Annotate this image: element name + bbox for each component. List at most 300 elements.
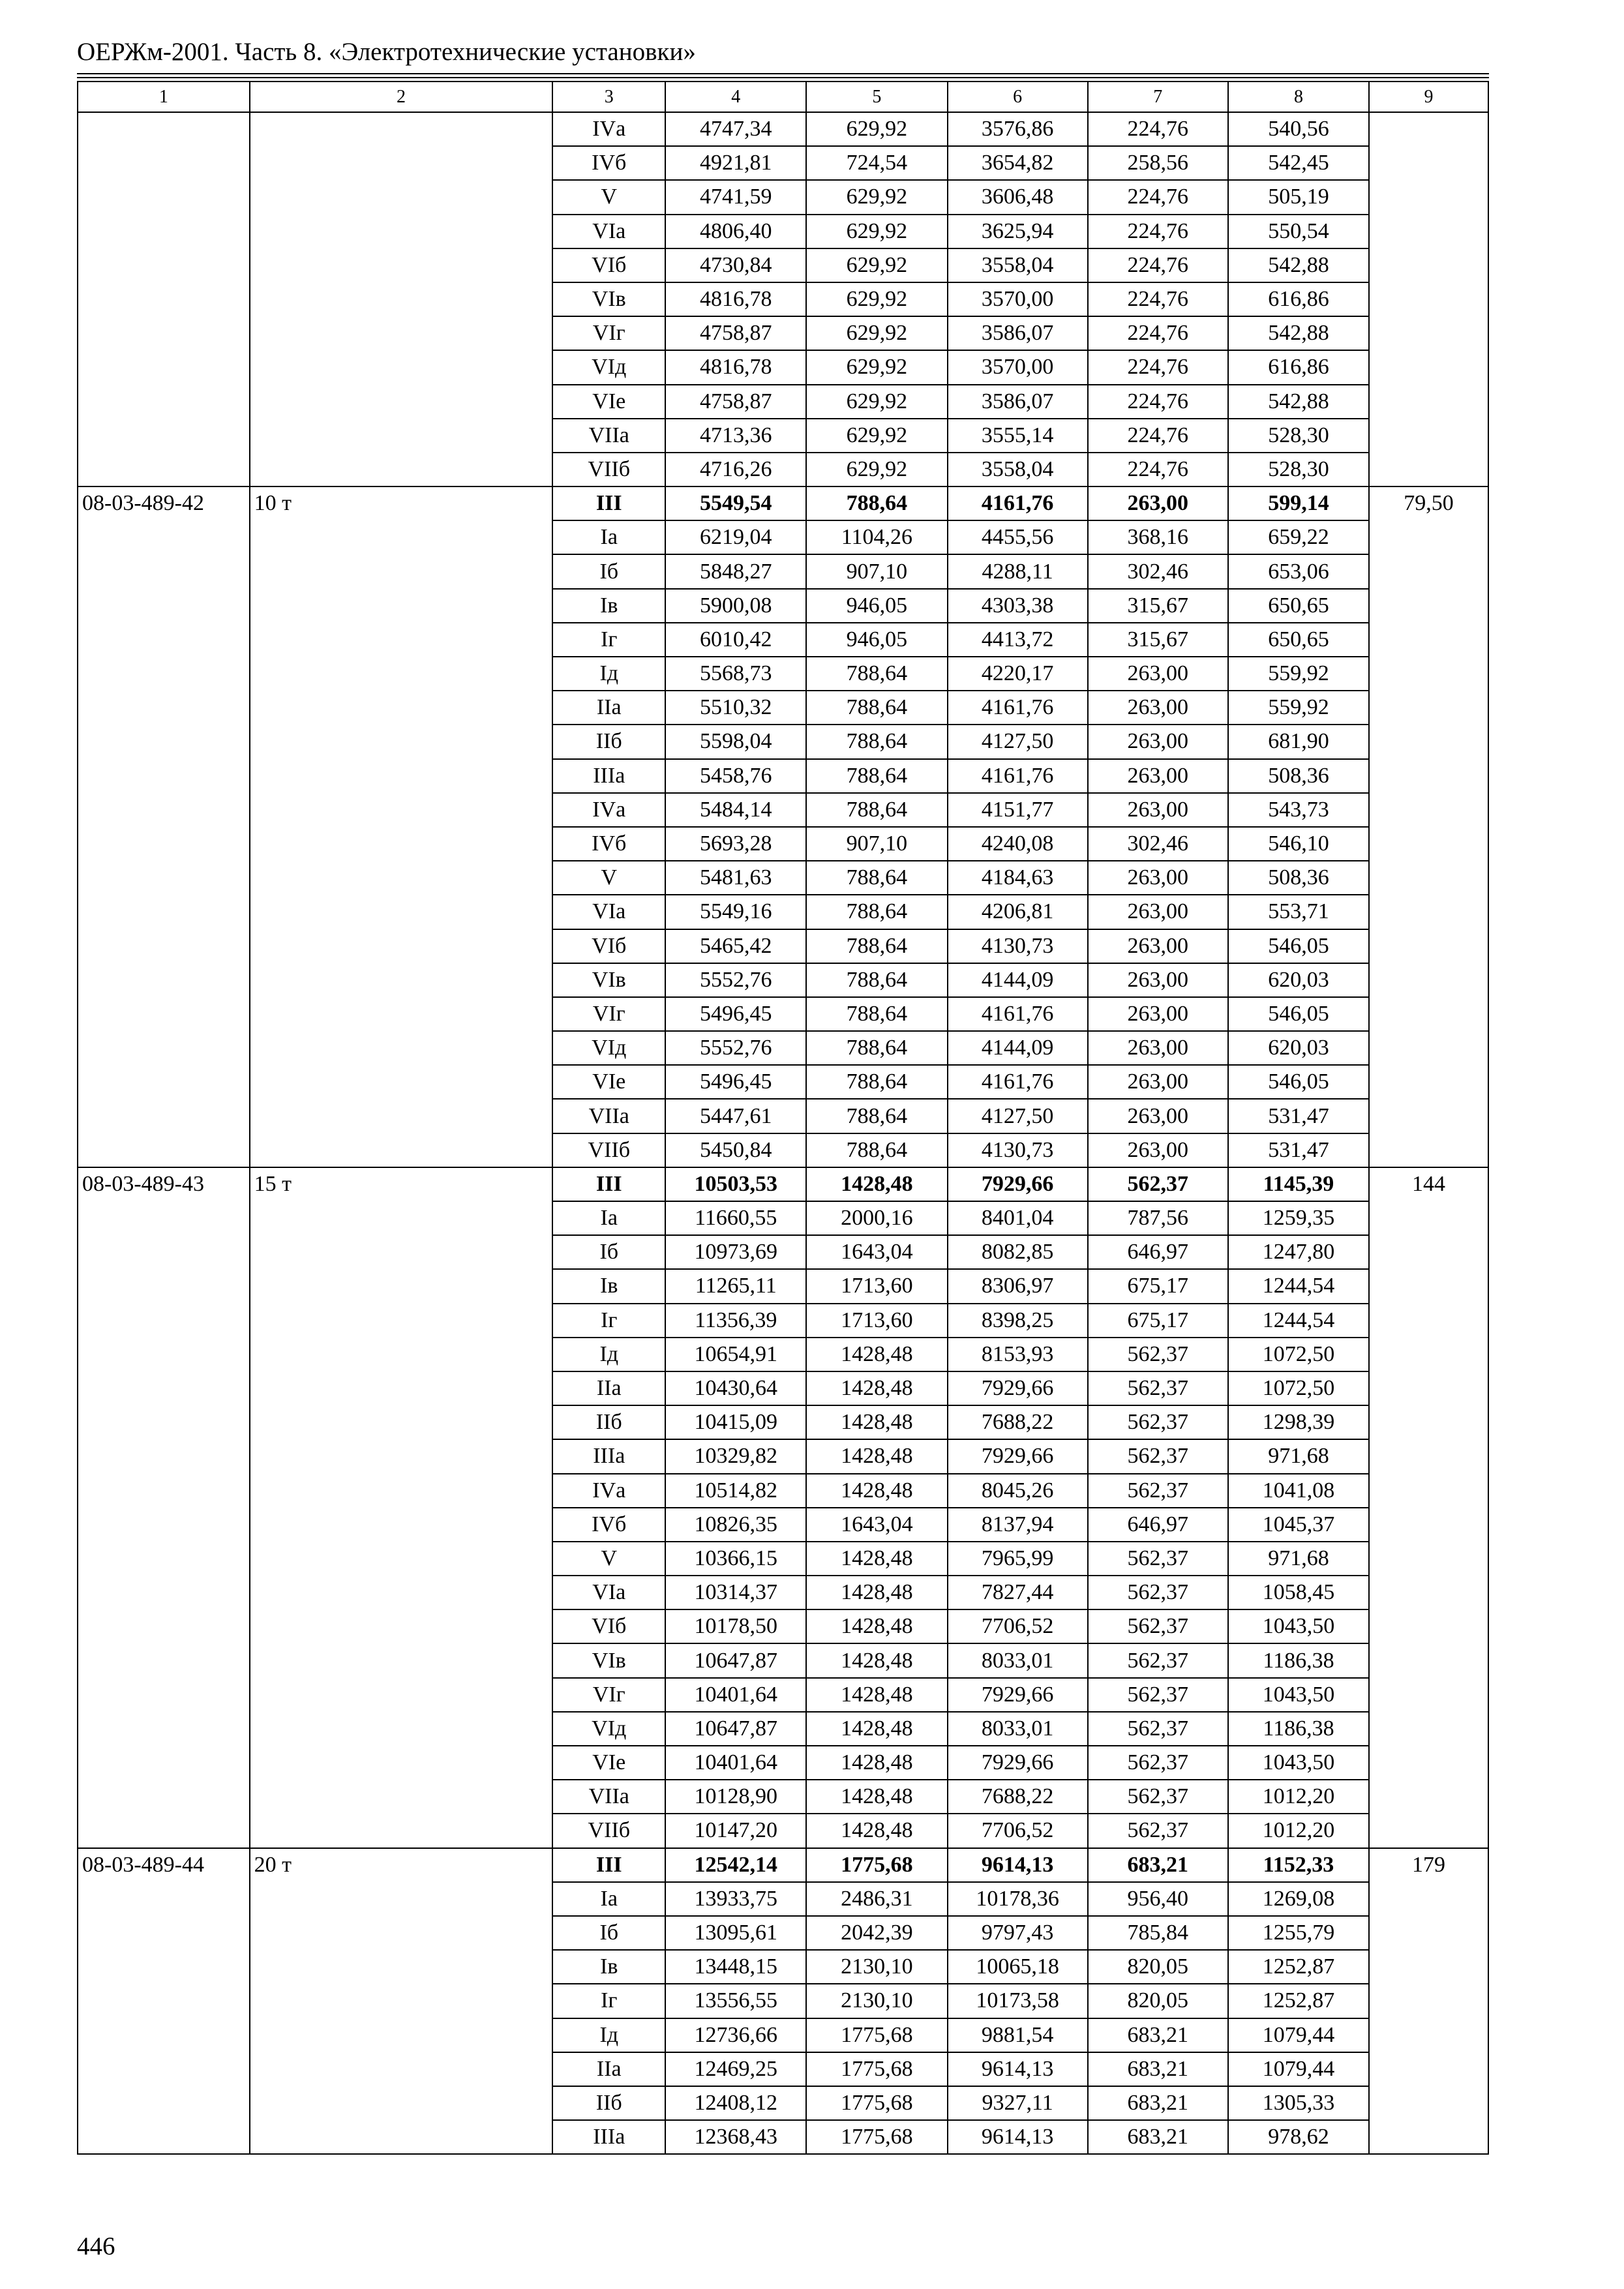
labor-cost: 1428,48 [806,1167,947,1201]
total-cost: 10430,64 [665,1371,806,1405]
rate-category: IVа [552,1474,665,1508]
labor-cost: 1428,48 [806,1542,947,1576]
machinist-wage: 368,16 [1088,520,1228,554]
machinist-wage: 224,76 [1088,385,1228,419]
labor-cost: 1428,48 [806,1576,947,1609]
machine-cost: 8137,94 [948,1508,1088,1542]
machinist-wage: 224,76 [1088,112,1228,146]
rate-category: V [552,861,665,895]
machine-cost: 10173,58 [948,1984,1088,2018]
material-cost: 971,68 [1228,1439,1369,1473]
column-number: 1 [78,82,250,112]
machine-cost: 4127,50 [948,1099,1088,1133]
material-cost: 546,05 [1228,1065,1369,1099]
machine-cost: 4220,17 [948,657,1088,691]
machine-cost: 9614,13 [948,2052,1088,2086]
machinist-wage: 258,56 [1088,146,1228,180]
rate-category: VIIб [552,1133,665,1167]
machinist-wage: 562,37 [1088,1405,1228,1439]
machinist-wage: 675,17 [1088,1269,1228,1303]
total-cost: 4716,26 [665,453,806,486]
header-rule [77,73,1489,74]
labor-cost: 1428,48 [806,1746,947,1780]
total-cost: 5510,32 [665,691,806,725]
material-cost: 1012,20 [1228,1780,1369,1814]
machinist-wage: 820,05 [1088,1984,1228,2018]
machine-cost: 3586,07 [948,316,1088,350]
material-cost: 546,05 [1228,929,1369,963]
machinist-wage: 224,76 [1088,419,1228,453]
rate-category: Iа [552,1882,665,1916]
rate-category: VIIб [552,453,665,486]
rate-category: Iв [552,589,665,623]
material-cost: 1072,50 [1228,1371,1369,1405]
total-cost: 11660,55 [665,1201,806,1235]
labor-cost: 629,92 [806,453,947,486]
total-cost: 4921,81 [665,146,806,180]
equipment-mass: 10 т [250,486,553,1167]
machine-cost: 4144,09 [948,963,1088,997]
rate-category: Iв [552,1950,665,1984]
machine-cost: 3654,82 [948,146,1088,180]
total-cost: 12469,25 [665,2052,806,2086]
material-cost: 546,05 [1228,997,1369,1031]
labor-cost: 1428,48 [806,1474,947,1508]
labor-cost: 724,54 [806,146,947,180]
machine-cost: 7965,99 [948,1542,1088,1576]
material-cost: 508,36 [1228,759,1369,793]
rate-category: VIв [552,963,665,997]
labor-cost: 788,64 [806,691,947,725]
labor-cost: 629,92 [806,112,947,146]
labor-cost: 788,64 [806,1099,947,1133]
labor-cost: 788,64 [806,861,947,895]
machinist-wage: 263,00 [1088,997,1228,1031]
material-cost: 1186,38 [1228,1712,1369,1746]
labor-cost: 1428,48 [806,1338,947,1371]
labor-cost: 788,64 [806,486,947,520]
total-cost: 4758,87 [665,316,806,350]
total-cost: 10647,87 [665,1712,806,1746]
material-cost: 1072,50 [1228,1338,1369,1371]
rate-category: IIб [552,725,665,758]
machine-cost: 4240,08 [948,827,1088,861]
equipment-mass-value [1369,112,1488,486]
material-cost: 971,68 [1228,1542,1369,1576]
machinist-wage: 562,37 [1088,1474,1228,1508]
machine-cost: 7929,66 [948,1746,1088,1780]
material-cost: 528,30 [1228,453,1369,486]
machinist-wage: 646,97 [1088,1235,1228,1269]
labor-cost: 1428,48 [806,1780,947,1814]
machine-cost: 9614,13 [948,1848,1088,1882]
machinist-wage: 820,05 [1088,1950,1228,1984]
machine-cost: 9614,13 [948,2120,1088,2154]
machine-cost: 3570,00 [948,350,1088,384]
labor-cost: 788,64 [806,895,947,929]
machinist-wage: 224,76 [1088,350,1228,384]
rate-category: VIб [552,929,665,963]
total-cost: 10147,20 [665,1814,806,1848]
rate-category: VIIа [552,1780,665,1814]
machinist-wage: 683,21 [1088,2018,1228,2052]
material-cost: 620,03 [1228,963,1369,997]
machine-cost: 7929,66 [948,1371,1088,1405]
machine-cost: 8401,04 [948,1201,1088,1235]
rates-table [77,81,1489,2155]
labor-cost: 1775,68 [806,2120,947,2154]
total-cost: 5484,14 [665,793,806,827]
rate-category: VIг [552,316,665,350]
total-cost: 5465,42 [665,929,806,963]
total-cost: 10314,37 [665,1576,806,1609]
material-cost: 1252,87 [1228,1950,1369,1984]
total-cost: 6219,04 [665,520,806,554]
rate-category: IVб [552,1508,665,1542]
total-cost: 10128,90 [665,1780,806,1814]
machine-cost: 4161,76 [948,997,1088,1031]
total-cost: 4730,84 [665,248,806,282]
total-cost: 10514,82 [665,1474,806,1508]
rate-category: VIа [552,1576,665,1609]
total-cost: 13095,61 [665,1916,806,1950]
machine-cost: 8306,97 [948,1269,1088,1303]
equipment-mass-value: 144 [1369,1167,1488,1848]
rate-category: VIе [552,1065,665,1099]
labor-cost: 629,92 [806,282,947,316]
machinist-wage: 785,84 [1088,1916,1228,1950]
total-cost: 5496,45 [665,997,806,1031]
rate-category: Iг [552,1304,665,1338]
machinist-wage: 315,67 [1088,623,1228,657]
equipment-mass [250,112,553,486]
material-cost: 1252,87 [1228,1984,1369,2018]
material-cost: 1045,37 [1228,1508,1369,1542]
machine-cost: 3576,86 [948,112,1088,146]
material-cost: 559,92 [1228,657,1369,691]
labor-cost: 788,64 [806,759,947,793]
machine-cost: 4151,77 [948,793,1088,827]
total-cost: 4816,78 [665,282,806,316]
machine-cost: 9797,43 [948,1916,1088,1950]
machine-cost: 3558,04 [948,453,1088,486]
machinist-wage: 263,00 [1088,725,1228,758]
material-cost: 1043,50 [1228,1678,1369,1712]
material-cost: 1247,80 [1228,1235,1369,1269]
total-cost: 5693,28 [665,827,806,861]
rate-category: VIд [552,1031,665,1065]
machinist-wage: 683,21 [1088,1848,1228,1882]
labor-cost: 1713,60 [806,1269,947,1303]
labor-cost: 788,64 [806,725,947,758]
labor-cost: 1104,26 [806,520,947,554]
machinist-wage: 315,67 [1088,589,1228,623]
labor-cost: 2130,10 [806,1984,947,2018]
machinist-wage: 263,00 [1088,1099,1228,1133]
rate-category: VIб [552,1609,665,1643]
machinist-wage: 263,00 [1088,759,1228,793]
machinist-wage: 224,76 [1088,215,1228,248]
machinist-wage: 562,37 [1088,1712,1228,1746]
total-cost: 10415,09 [665,1405,806,1439]
column-number: 8 [1228,82,1369,112]
machine-cost: 4161,76 [948,1065,1088,1099]
labor-cost: 788,64 [806,1065,947,1099]
total-cost: 11265,11 [665,1269,806,1303]
total-cost: 4741,59 [665,180,806,214]
rate-category: IVб [552,827,665,861]
total-cost: 10178,50 [665,1609,806,1643]
labor-cost: 2042,39 [806,1916,947,1950]
rate-category: VIе [552,385,665,419]
machinist-wage: 562,37 [1088,1780,1228,1814]
labor-cost: 1775,68 [806,2052,947,2086]
column-number: 9 [1369,82,1488,112]
rate-category: Iд [552,657,665,691]
machinist-wage: 263,00 [1088,793,1228,827]
machine-cost: 4288,11 [948,554,1088,588]
total-cost: 4758,87 [665,385,806,419]
material-cost: 616,86 [1228,350,1369,384]
labor-cost: 1428,48 [806,1609,947,1643]
machine-cost: 4161,76 [948,691,1088,725]
machinist-wage: 787,56 [1088,1201,1228,1235]
total-cost: 4816,78 [665,350,806,384]
labor-cost: 1428,48 [806,1439,947,1473]
machine-cost: 4144,09 [948,1031,1088,1065]
labor-cost: 788,64 [806,963,947,997]
labor-cost: 629,92 [806,248,947,282]
machine-cost: 7688,22 [948,1405,1088,1439]
material-cost: 1244,54 [1228,1304,1369,1338]
rate-category: Iб [552,554,665,588]
labor-cost: 1428,48 [806,1712,947,1746]
page-header: ОЕРЖм-2001. Часть 8. «Электротехнические установки» [77,38,696,66]
machine-cost: 3555,14 [948,419,1088,453]
labor-cost: 1643,04 [806,1508,947,1542]
machine-cost: 4455,56 [948,520,1088,554]
labor-cost: 629,92 [806,385,947,419]
rate-code: 08-03-489-44 [78,1848,250,2155]
total-cost: 4747,34 [665,112,806,146]
labor-cost: 1428,48 [806,1643,947,1677]
rate-category: VIа [552,215,665,248]
equipment-mass-value: 179 [1369,1848,1488,2155]
material-cost: 559,92 [1228,691,1369,725]
machinist-wage: 683,21 [1088,2052,1228,2086]
machinist-wage: 224,76 [1088,180,1228,214]
labor-cost: 1775,68 [806,2086,947,2120]
total-cost: 13448,15 [665,1950,806,1984]
machinist-wage: 263,00 [1088,929,1228,963]
total-cost: 5549,54 [665,486,806,520]
machinist-wage: 263,00 [1088,486,1228,520]
rate-category: IIб [552,2086,665,2120]
rate-category: IIа [552,1371,665,1405]
rate-category: IVа [552,112,665,146]
rate-category: VIв [552,282,665,316]
material-cost: 1152,33 [1228,1848,1369,1882]
rate-category: Iд [552,2018,665,2052]
material-cost: 528,30 [1228,419,1369,453]
table-row [78,112,1488,146]
material-cost: 978,62 [1228,2120,1369,2154]
machine-cost: 7827,44 [948,1576,1088,1609]
rate-category: VIг [552,1678,665,1712]
machine-cost: 7929,66 [948,1439,1088,1473]
rate-category: IIIа [552,1439,665,1473]
material-cost: 1079,44 [1228,2018,1369,2052]
machinist-wage: 562,37 [1088,1439,1228,1473]
material-cost: 1043,50 [1228,1609,1369,1643]
total-cost: 4713,36 [665,419,806,453]
machine-cost: 7706,52 [948,1609,1088,1643]
machine-cost: 3586,07 [948,385,1088,419]
material-cost: 1259,35 [1228,1201,1369,1235]
total-cost: 10366,15 [665,1542,806,1576]
machine-cost: 8082,85 [948,1235,1088,1269]
rate-category: IIб [552,1405,665,1439]
machine-cost: 3558,04 [948,248,1088,282]
machine-cost: 8153,93 [948,1338,1088,1371]
machine-cost: 9327,11 [948,2086,1088,2120]
table-body [78,82,1488,2154]
total-cost: 12542,14 [665,1848,806,1882]
equipment-mass: 15 т [250,1167,553,1848]
machinist-wage: 562,37 [1088,1338,1228,1371]
rate-code: 08-03-489-42 [78,486,250,1167]
rate-category: Iг [552,1984,665,2018]
material-cost: 540,56 [1228,112,1369,146]
column-number: 3 [552,82,665,112]
table-row [78,1848,1488,1882]
machine-cost: 8033,01 [948,1712,1088,1746]
rate-category: IVб [552,146,665,180]
total-cost: 4806,40 [665,215,806,248]
machinist-wage: 263,00 [1088,861,1228,895]
rate-category: IVа [552,793,665,827]
machine-cost: 4130,73 [948,1133,1088,1167]
material-cost: 542,45 [1228,146,1369,180]
labor-cost: 629,92 [806,350,947,384]
rate-category: IIIа [552,2120,665,2154]
rate-category: IIа [552,2052,665,2086]
total-cost: 10826,35 [665,1508,806,1542]
material-cost: 650,65 [1228,589,1369,623]
machine-cost: 3606,48 [948,180,1088,214]
machinist-wage: 562,37 [1088,1609,1228,1643]
machinist-wage: 263,00 [1088,1031,1228,1065]
material-cost: 1041,08 [1228,1474,1369,1508]
rate-category: VIг [552,997,665,1031]
machinist-wage: 562,37 [1088,1576,1228,1609]
column-number: 2 [250,82,553,112]
total-cost: 10329,82 [665,1439,806,1473]
labor-cost: 1713,60 [806,1304,947,1338]
column-number: 4 [665,82,806,112]
labor-cost: 1428,48 [806,1678,947,1712]
labor-cost: 946,05 [806,623,947,657]
labor-cost: 1775,68 [806,2018,947,2052]
rate-category: VIб [552,248,665,282]
machinist-wage: 646,97 [1088,1508,1228,1542]
total-cost: 12408,12 [665,2086,806,2120]
machine-cost: 4161,76 [948,759,1088,793]
material-cost: 1043,50 [1228,1746,1369,1780]
material-cost: 542,88 [1228,385,1369,419]
labor-cost: 788,64 [806,793,947,827]
labor-cost: 2486,31 [806,1882,947,1916]
machinist-wage: 956,40 [1088,1882,1228,1916]
total-cost: 5552,76 [665,963,806,997]
machinist-wage: 675,17 [1088,1304,1228,1338]
total-cost: 12368,43 [665,2120,806,2154]
rate-category: III [552,1848,665,1882]
column-number: 5 [806,82,947,112]
machinist-wage: 683,21 [1088,2086,1228,2120]
total-cost: 5496,45 [665,1065,806,1099]
material-cost: 1058,45 [1228,1576,1369,1609]
total-cost: 5552,76 [665,1031,806,1065]
machine-cost: 4130,73 [948,929,1088,963]
labor-cost: 629,92 [806,316,947,350]
machine-cost: 4303,38 [948,589,1088,623]
table-row [78,486,1488,520]
material-cost: 1186,38 [1228,1643,1369,1677]
total-cost: 5900,08 [665,589,806,623]
rate-category: IIIа [552,759,665,793]
total-cost: 5447,61 [665,1099,806,1133]
material-cost: 1269,08 [1228,1882,1369,1916]
machine-cost: 7929,66 [948,1167,1088,1201]
rate-category: VIIб [552,1814,665,1848]
machinist-wage: 263,00 [1088,1133,1228,1167]
total-cost: 13556,55 [665,1984,806,2018]
material-cost: 1244,54 [1228,1269,1369,1303]
machinist-wage: 224,76 [1088,316,1228,350]
total-cost: 10647,87 [665,1643,806,1677]
equipment-mass-value: 79,50 [1369,486,1488,1167]
column-number: 6 [948,82,1088,112]
material-cost: 650,65 [1228,623,1369,657]
machine-cost: 10065,18 [948,1950,1088,1984]
rate-category: Iа [552,520,665,554]
total-cost: 12736,66 [665,2018,806,2052]
material-cost: 1298,39 [1228,1405,1369,1439]
total-cost: 10654,91 [665,1338,806,1371]
material-cost: 553,71 [1228,895,1369,929]
material-cost: 550,54 [1228,215,1369,248]
material-cost: 1255,79 [1228,1916,1369,1950]
labor-cost: 1775,68 [806,1848,947,1882]
rate-category: III [552,486,665,520]
machinist-wage: 302,46 [1088,827,1228,861]
machine-cost: 3570,00 [948,282,1088,316]
total-cost: 10401,64 [665,1678,806,1712]
labor-cost: 2000,16 [806,1201,947,1235]
rate-category: Iб [552,1916,665,1950]
material-cost: 1079,44 [1228,2052,1369,2086]
machinist-wage: 562,37 [1088,1167,1228,1201]
rate-category: V [552,1542,665,1576]
rate-code: 08-03-489-43 [78,1167,250,1848]
rate-category: Iд [552,1338,665,1371]
page-number: 446 [77,2232,115,2260]
machine-cost: 8045,26 [948,1474,1088,1508]
labor-cost: 946,05 [806,589,947,623]
labor-cost: 907,10 [806,554,947,588]
machinist-wage: 224,76 [1088,282,1228,316]
